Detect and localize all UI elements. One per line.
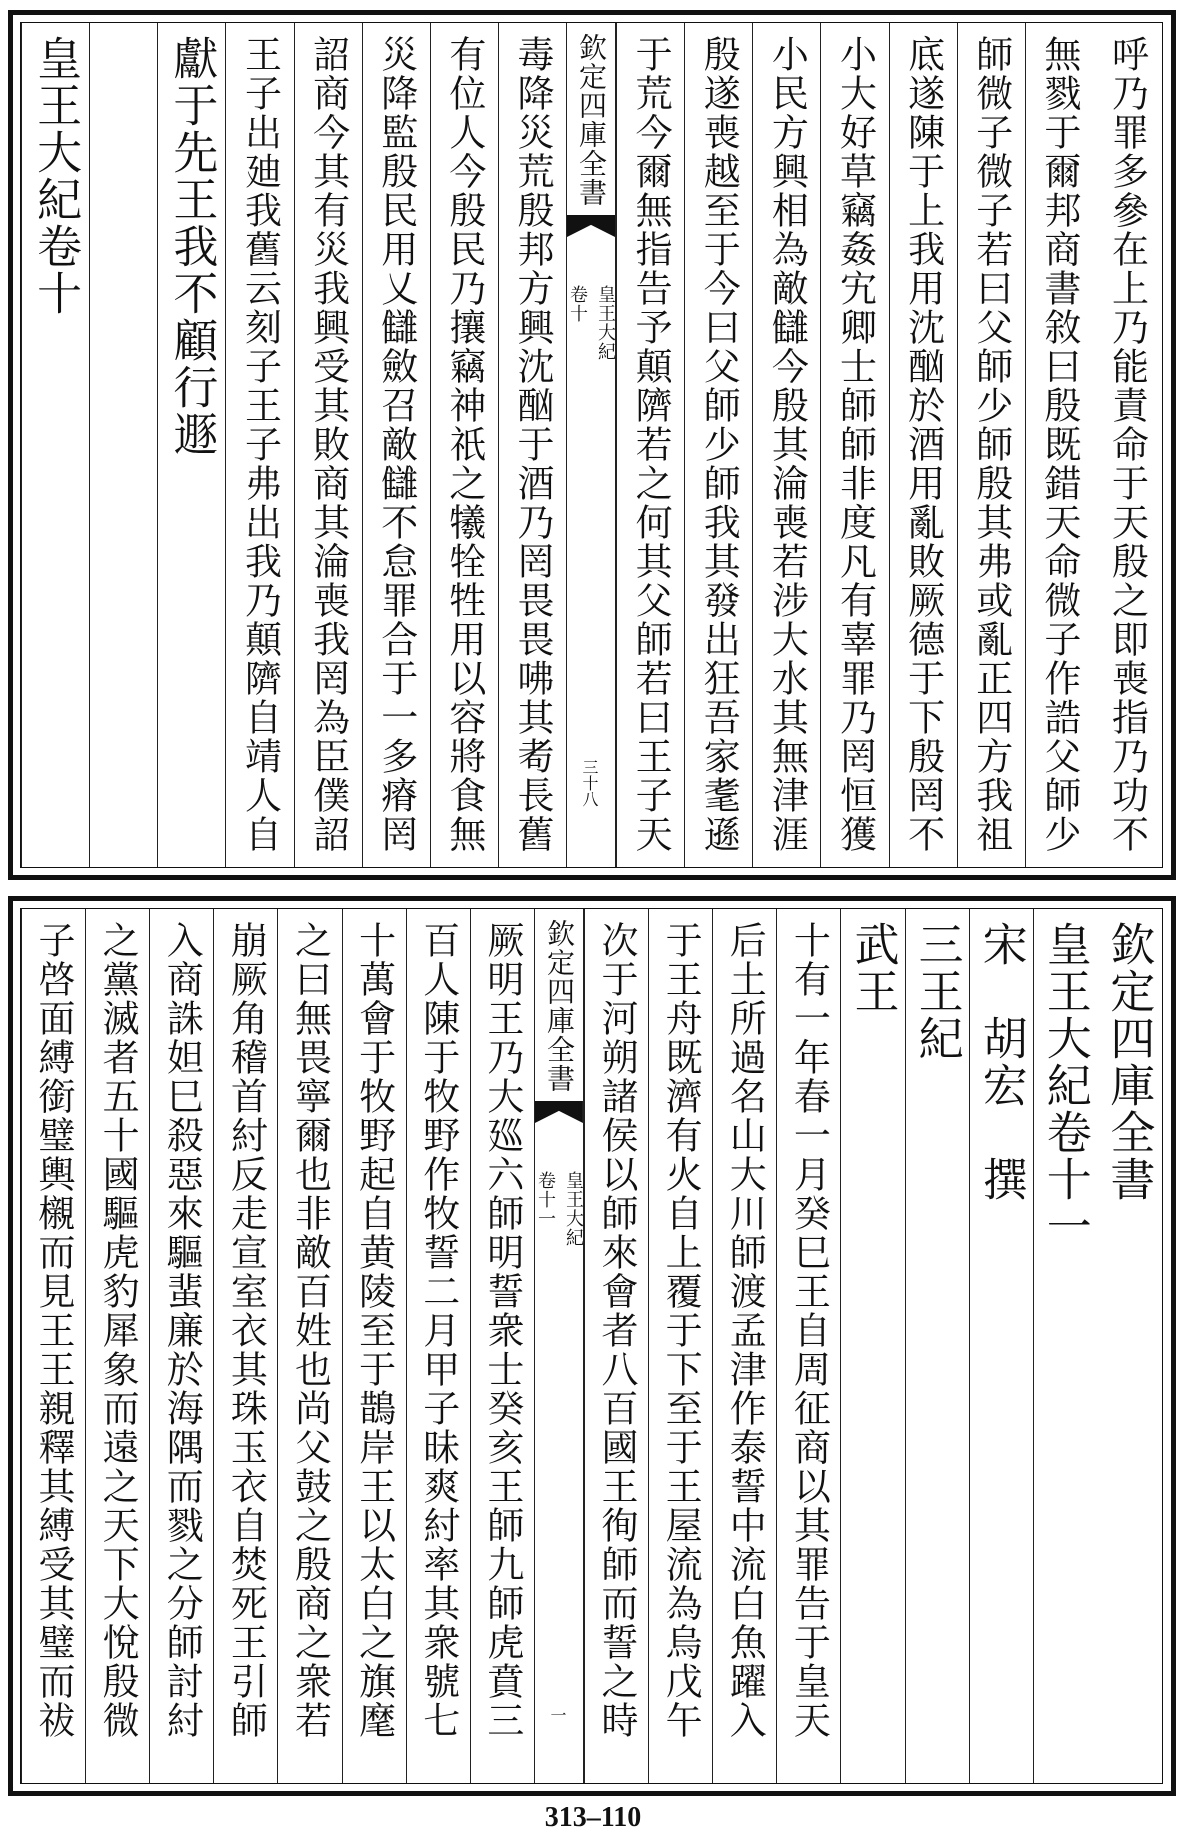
text-column xyxy=(905,909,969,1783)
text-column xyxy=(498,23,566,867)
banxin-center-column xyxy=(534,909,584,1783)
text-column xyxy=(1097,909,1161,1783)
text-column xyxy=(648,909,712,1783)
column-text: 十有一年春一月癸巳王自周征商以其罪告于皇天 xyxy=(787,921,831,1740)
bottom-text-columns xyxy=(21,909,1162,1783)
banxin-book-title: 皇王大紀 xyxy=(562,1171,584,1247)
fish-tail-icon xyxy=(567,215,615,255)
column-text: 殷遂喪越至于今曰父師少師我其發出狂吾家耄遜 xyxy=(697,35,741,854)
column-text: 之黨滅者五十國驅虎豹犀象而遠之天下大悅殷微 xyxy=(96,921,140,1740)
banxin-book-title: 皇王大紀 xyxy=(595,285,616,361)
bottom-page-inner-frame xyxy=(20,908,1163,1784)
column-text: 師微子微子若曰父師少師殷其弗或亂正四方我祖 xyxy=(969,35,1013,854)
column-text: 有位人今殷民乃攘竊神祇之犧牷牲用以容將食無 xyxy=(442,35,486,854)
column-text: 宋 胡宏 撰 xyxy=(974,921,1028,1203)
banxin-center-column xyxy=(566,23,616,867)
text-column xyxy=(157,23,225,867)
text-column xyxy=(820,23,888,867)
text-column xyxy=(85,909,149,1783)
column-text: 皇王大紀卷十 xyxy=(29,35,83,317)
column-text: 災降監殷民用乂讎斂召敵讎不怠罪合于一多瘠罔 xyxy=(374,35,418,854)
text-column xyxy=(213,909,277,1783)
column-text: 之曰無畏寧爾也非敵百姓也尚父鼓之殷商之衆若 xyxy=(288,921,332,1740)
top-page xyxy=(0,0,1186,890)
text-column xyxy=(406,909,470,1783)
column-text: 次于河朔諸侯以師來會者八百國王徇師而誓之時 xyxy=(594,921,638,1740)
column-text: 于荒今爾無指告予顛隮若之何其父師若曰王子天 xyxy=(629,35,673,854)
text-column xyxy=(430,23,498,867)
top-page-inner-frame xyxy=(20,22,1163,868)
text-column xyxy=(584,909,648,1783)
column-text: 十萬會于牧野起自黄陵至于鵲岸王以太白之旗麾 xyxy=(352,921,396,1740)
text-column xyxy=(21,23,89,867)
catalog-number: 313–110 xyxy=(544,1802,642,1833)
text-column xyxy=(21,909,85,1783)
column-text: 后土所過名山大川師渡孟津作泰誓中流白魚躍入 xyxy=(723,921,767,1740)
column-text: 獻于先王我不顧行遯 xyxy=(165,35,219,458)
banxin-page-number: 三十八 xyxy=(580,759,599,807)
column-text: 崩厥角稽首紂反走宣室衣其珠玉衣自焚死王引師 xyxy=(224,921,268,1740)
top-text-columns xyxy=(21,23,1162,867)
column-text: 小大好草竊姦宄卿士師師非度凡有辜罪乃罔恒獲 xyxy=(833,35,877,854)
banxin-title: 欽定四庫全書 xyxy=(542,919,576,1093)
banxin-title: 欽定四庫全書 xyxy=(575,33,608,207)
column-text: 武王 xyxy=(846,921,900,1015)
column-text: 毒降災荒殷邦方興沈酗于酒乃罔畏畏咈其耇長舊 xyxy=(510,35,554,854)
text-column xyxy=(1033,909,1097,1783)
text-column xyxy=(149,909,213,1783)
column-text: 詔商今其有災我興受其敗商其淪喪我罔為臣僕詔 xyxy=(306,35,350,854)
text-column xyxy=(342,909,406,1783)
bottom-page xyxy=(0,890,1186,1800)
column-text: 百人陳于牧野作牧誓二月甲子昧爽紂率其衆號七 xyxy=(416,921,460,1740)
text-column xyxy=(89,23,157,867)
column-text: 無戮于爾邦商書敘曰殷既錯天命微子作誥父師少 xyxy=(1037,35,1081,854)
text-column xyxy=(470,909,534,1783)
text-column xyxy=(776,909,840,1783)
text-column xyxy=(1093,23,1161,867)
column-text: 王子出廸我舊云刻子王子弗出我乃顛隮自靖人自 xyxy=(238,35,282,854)
text-column xyxy=(712,909,776,1783)
banxin-volume: 卷十 xyxy=(567,285,588,323)
column-text: 厥明王乃大廵六師明誓衆士癸亥王師九師虎賁三 xyxy=(480,921,524,1740)
text-column xyxy=(362,23,430,867)
text-column xyxy=(969,909,1033,1783)
banxin-volume: 卷十一 xyxy=(534,1171,556,1228)
text-column xyxy=(684,23,752,867)
banxin-page-number: 一 xyxy=(547,1707,567,1723)
text-column xyxy=(225,23,293,867)
column-text: 欽定四庫全書 xyxy=(1102,921,1156,1203)
text-column xyxy=(889,23,957,867)
column-text: 子啓面縛銜璧輿櫬而見王王親釋其縛受其璧而祓 xyxy=(32,921,76,1740)
column-text: 入商誅妲巳殺惡來驅蜚廉於海隅而戮之分師討紂 xyxy=(160,921,204,1740)
text-column xyxy=(840,909,904,1783)
column-text: 呼乃罪多參在上乃能責命于天殷之即喪指乃功不 xyxy=(1105,35,1149,854)
column-text: 三王紀 xyxy=(910,921,964,1062)
text-column xyxy=(616,23,684,867)
column-text: 于王舟既濟有火自上覆于下至于王屋流為烏戊午 xyxy=(659,921,703,1740)
text-column xyxy=(1025,23,1093,867)
column-text: 底遂陳于上我用沈酗於酒用亂敗厥德于下殷罔不 xyxy=(901,35,945,854)
fish-tail-icon xyxy=(535,1101,583,1141)
text-column xyxy=(752,23,820,867)
text-column xyxy=(277,909,341,1783)
banxin-book-info xyxy=(535,1171,583,1247)
banxin-book-info xyxy=(567,285,615,361)
text-column xyxy=(294,23,362,867)
text-column xyxy=(957,23,1025,867)
column-text: 小民方興相為敵讎今殷其淪喪若涉大水其無津涯 xyxy=(765,35,809,854)
column-text: 皇王大紀卷十一 xyxy=(1038,921,1092,1250)
